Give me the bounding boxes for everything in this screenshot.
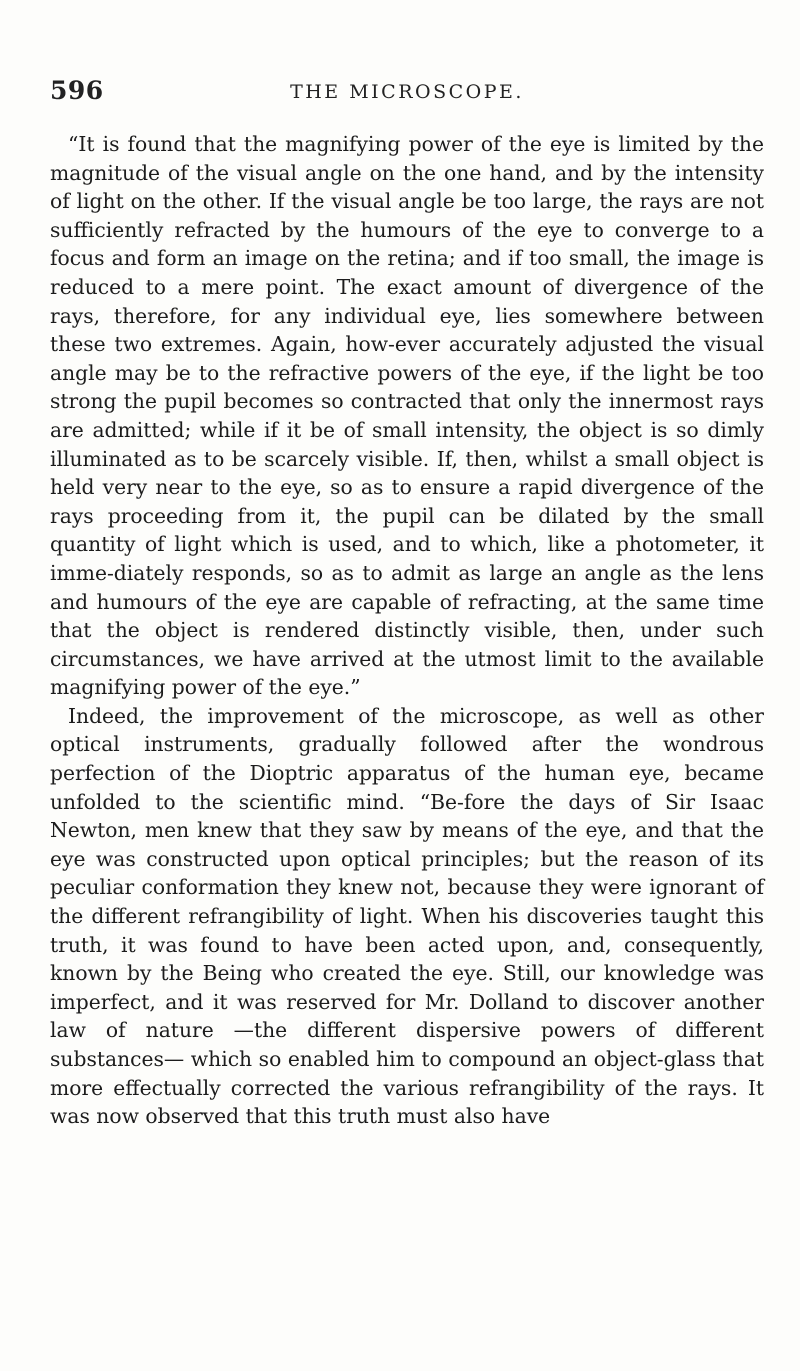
paragraph-improvement: Indeed, the improvement of the microscope, as well as other optical instruments, gradually followed after the wondrous perfection of the Dioptric apparatus of the human eye, became unfolded to the scientific mind. “Be-fore the days of Sir Isaac Newton, men knew that they saw by means of the eye, and that the eye was constructed upon optical principles; but the reason of its peculiar conformation they knew not, because they were ignorant of the different refrangibility of light. When his discoveries taught this truth, it was found to have been acted upon, and, consequently, known by the Being who created the eye. Still, our knowledge was imperfect, and it was reserved for Mr. Dolland to discover another law of nature —the different dispersive powers of different substances— which so enabled him to compound an object-glass that more effectually corrected the various refrangibility of the rays. It was now observed that this truth must also have [50, 703, 764, 1129]
running-title: THE MICROSCOPE. [290, 81, 524, 103]
paragraph-quotation: “It is found that the magnifying power of the eye is limited by the magnitude of the visual angle on the one hand, and by the intensity of light on the other. If the visual angle be too large, the rays are not sufficiently refracted by the humours of the eye to converge to a focus and form an image on the retina; and if too small, the image is reduced to a mere point. The exact amount of divergence of the rays, therefore, for any individual eye, lies somewhere between these two extremes. Again, how-ever accurately adjusted the visual angle may be to the refractive powers of the eye, if the light be too strong the pupil becomes so contracted that only the innermost rays are admitted; while if it be of small intensity, the object is so dimly illuminated as to be scarcely visible. If, then, whilst a small object is held very near to the eye, so as to ensure a rapid divergence of the rays proceeding from it, the pupil can be dilated by the small quantity of light which is used, and to which, like a photometer, it imme-diately responds, so as to admit as large an angle as the lens and humours of the eye are capable of refracting, at the same time that the object is rendered distinctly visible, then, under such circumstances, we have arrived at the utmost limit to the available magnifying power of the eye.” [50, 132, 764, 700]
running-head [50, 72, 764, 112]
page-number: 596 [50, 76, 104, 105]
body-text [50, 130, 764, 1131]
